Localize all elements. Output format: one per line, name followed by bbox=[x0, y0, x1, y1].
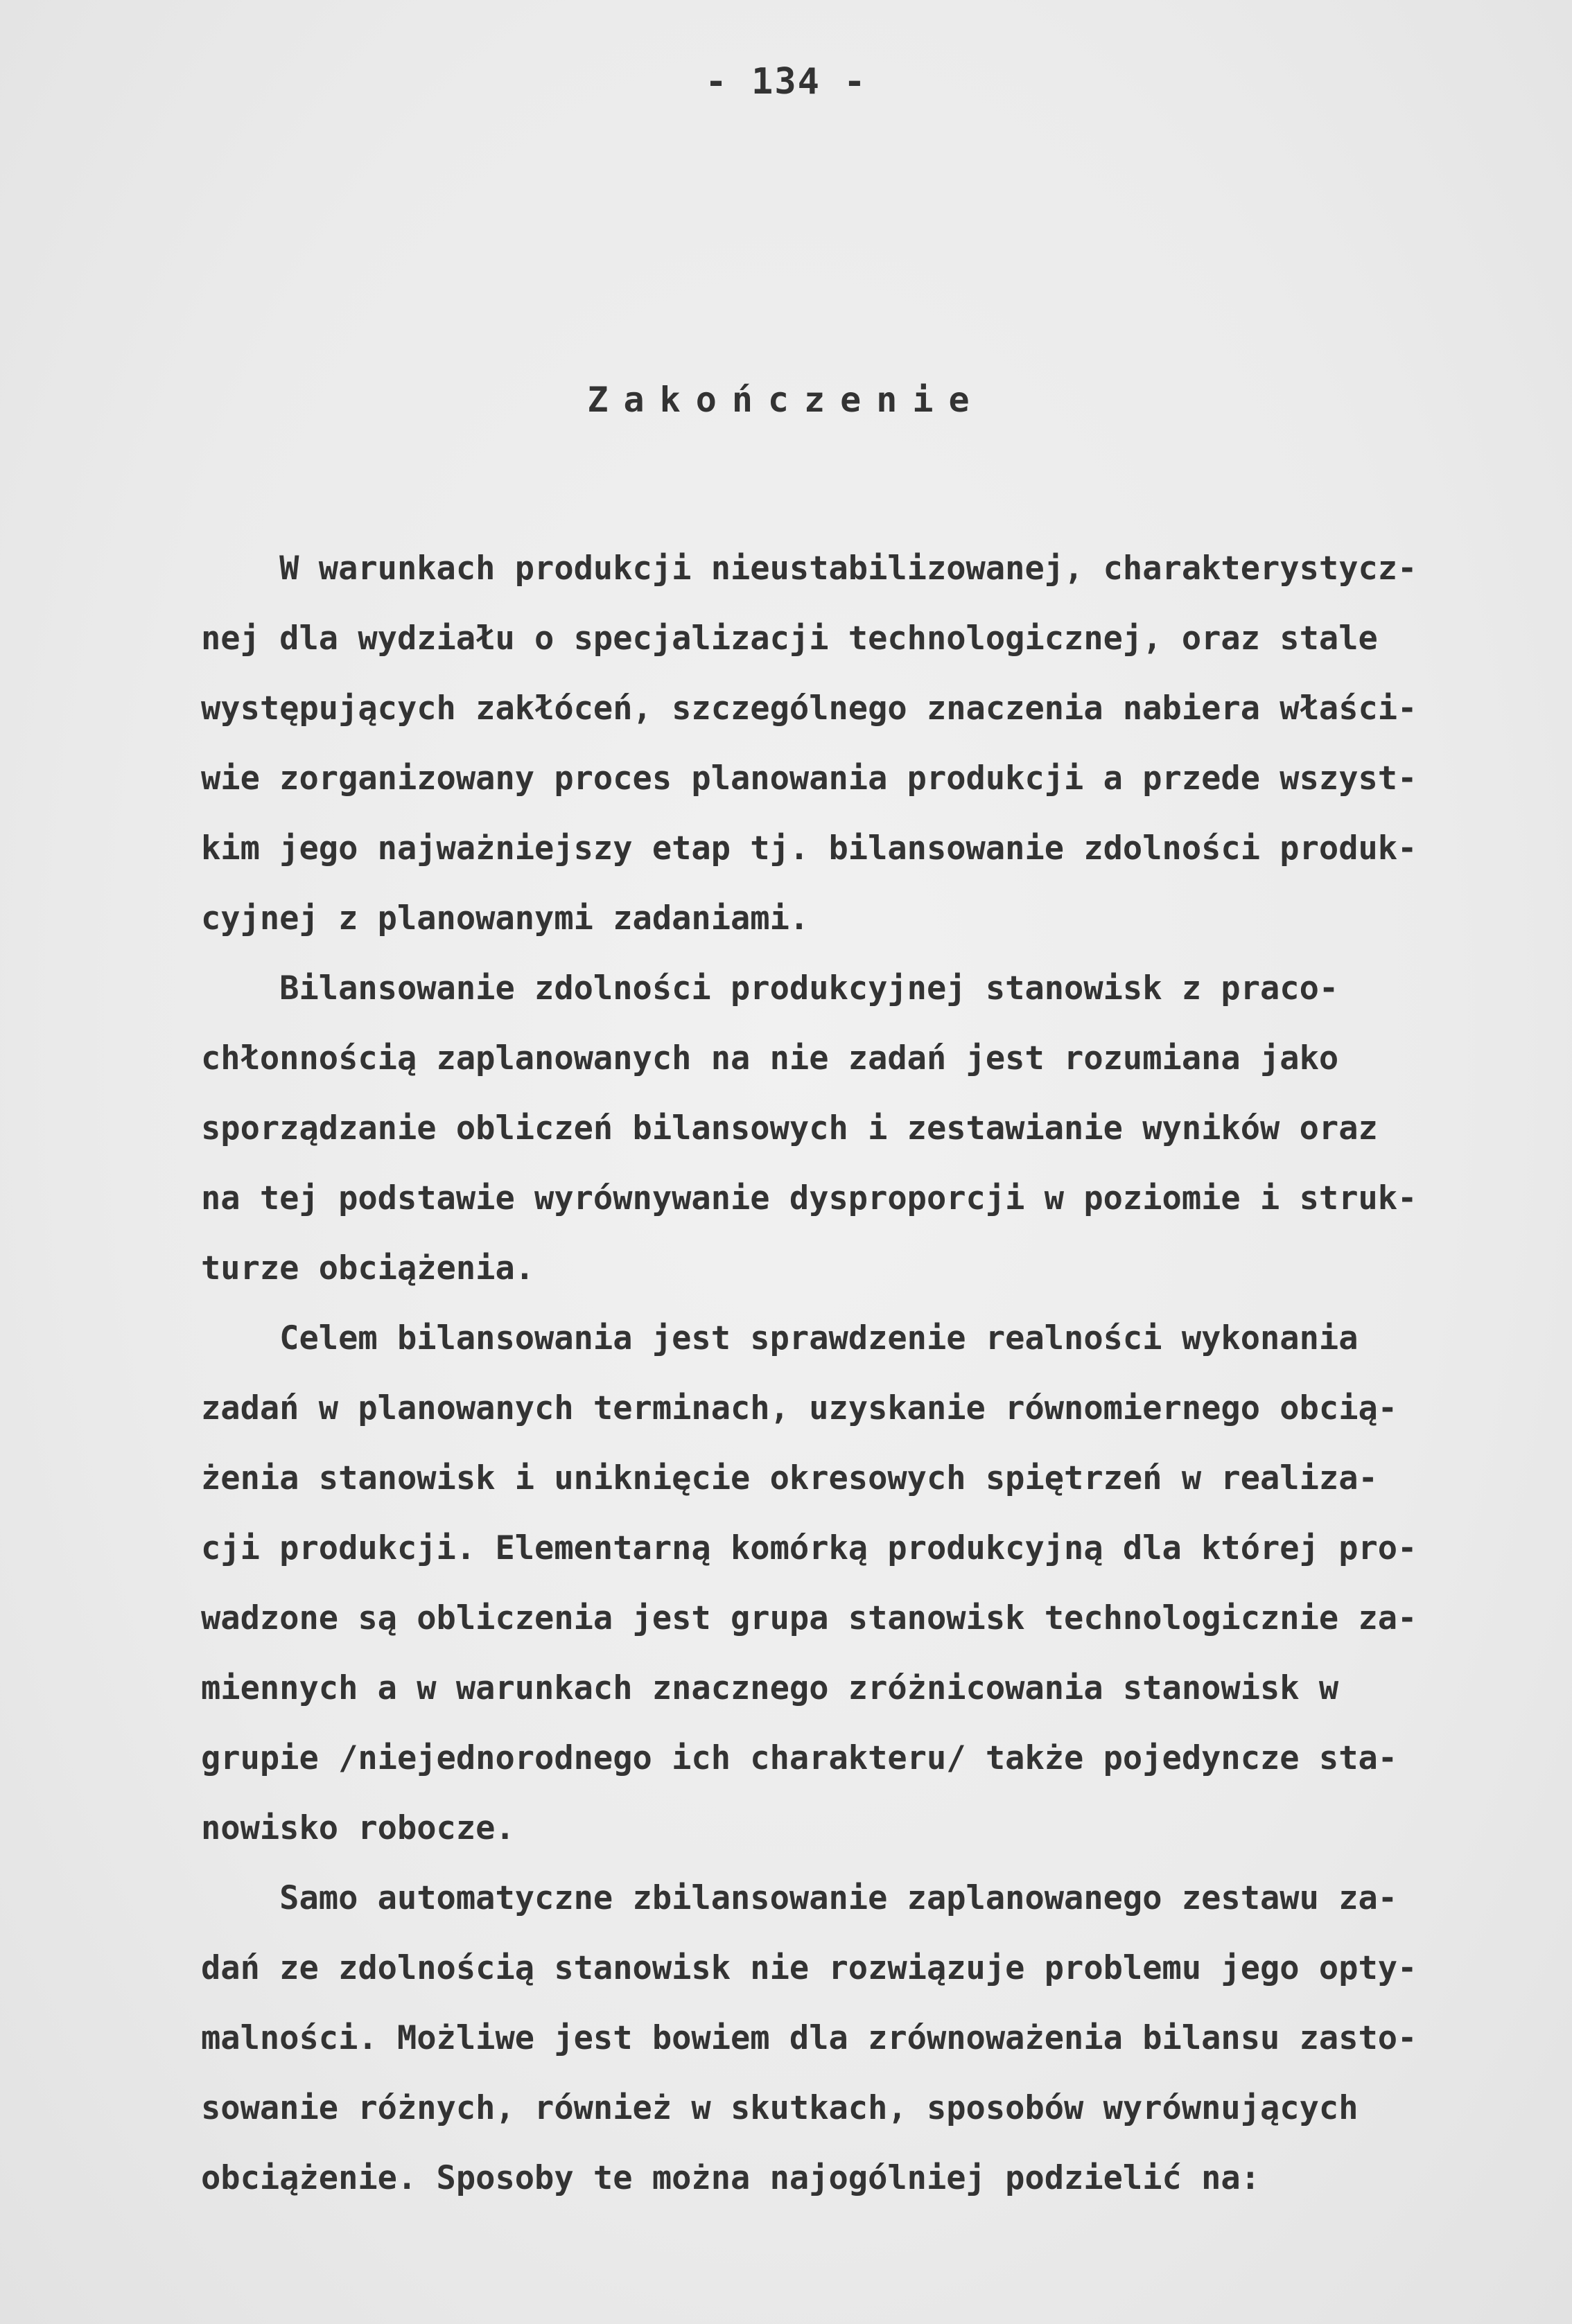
text-line: cyjnej z planowanymi zadaniami. bbox=[201, 899, 810, 937]
text-line: kim jego najważniejszy etap tj. bilansowanie zdolności produk- bbox=[201, 829, 1417, 868]
paragraph bbox=[201, 953, 1490, 1303]
text-line: Bilansowanie zdolności produkcyjnej stanowisk z praco- bbox=[201, 969, 1339, 1007]
text-line: nej dla wydziału o specjalizacji technologicznej, oraz stale bbox=[201, 619, 1378, 658]
paragraph bbox=[201, 1863, 1490, 2213]
text-line: miennych a w warunkach znacznego zróżnicowania stanowisk w bbox=[201, 1669, 1339, 1707]
body-text bbox=[201, 534, 1490, 2213]
section-heading: Zakończenie bbox=[587, 380, 985, 420]
text-line: nowisko robocze. bbox=[201, 1809, 515, 1847]
text-line: W warunkach produkcji nieustabilizowanej, charakterystycz- bbox=[201, 549, 1417, 588]
text-line: turze obciążenia. bbox=[201, 1249, 535, 1287]
text-line: wie zorganizowany proces planowania produkcji a przede wszyst- bbox=[201, 759, 1417, 798]
text-line: zadań w planowanych terminach, uzyskanie równomiernego obcią- bbox=[201, 1389, 1398, 1427]
text-line: cji produkcji. Elementarną komórką produkcyjną dla której pro- bbox=[201, 1529, 1417, 1567]
text-line: sporządzanie obliczeń bilansowych i zestawianie wyników oraz bbox=[201, 1109, 1378, 1147]
text-line: wadzone są obliczenia jest grupa stanowisk technologicznie za- bbox=[201, 1599, 1417, 1637]
page-number: - 134 - bbox=[705, 61, 867, 103]
text-line: dań ze zdolnością stanowisk nie rozwiązuje problemu jego opty- bbox=[201, 1949, 1417, 1987]
text-line: Samo automatyczne zbilansowanie zaplanowanego zestawu za- bbox=[201, 1879, 1398, 1917]
paragraph bbox=[201, 1303, 1490, 1863]
text-line: grupie /niejednorodnego ich charakteru/ także pojedyncze sta- bbox=[201, 1739, 1398, 1777]
text-line: chłonnością zaplanowanych na nie zadań jest rozumiana jako bbox=[201, 1039, 1339, 1077]
text-line: występujących zakłóceń, szczególnego znaczenia nabiera właści- bbox=[201, 689, 1417, 728]
text-line: żenia stanowisk i uniknięcie okresowych spiętrzeń w realiza- bbox=[201, 1459, 1378, 1497]
text-line: Celem bilansowania jest sprawdzenie realności wykonania bbox=[201, 1319, 1359, 1357]
text-line: obciążenie. Sposoby te można najogólniej podzielić na: bbox=[201, 2159, 1261, 2197]
text-line: na tej podstawie wyrównywanie dysproporcji w poziomie i struk- bbox=[201, 1179, 1417, 1217]
paragraph bbox=[201, 534, 1490, 953]
text-line: malności. Możliwe jest bowiem dla zrównoważenia bilansu zasto- bbox=[201, 2019, 1417, 2057]
text-line: sowanie różnych, również w skutkach, sposobów wyrównujących bbox=[201, 2089, 1359, 2127]
